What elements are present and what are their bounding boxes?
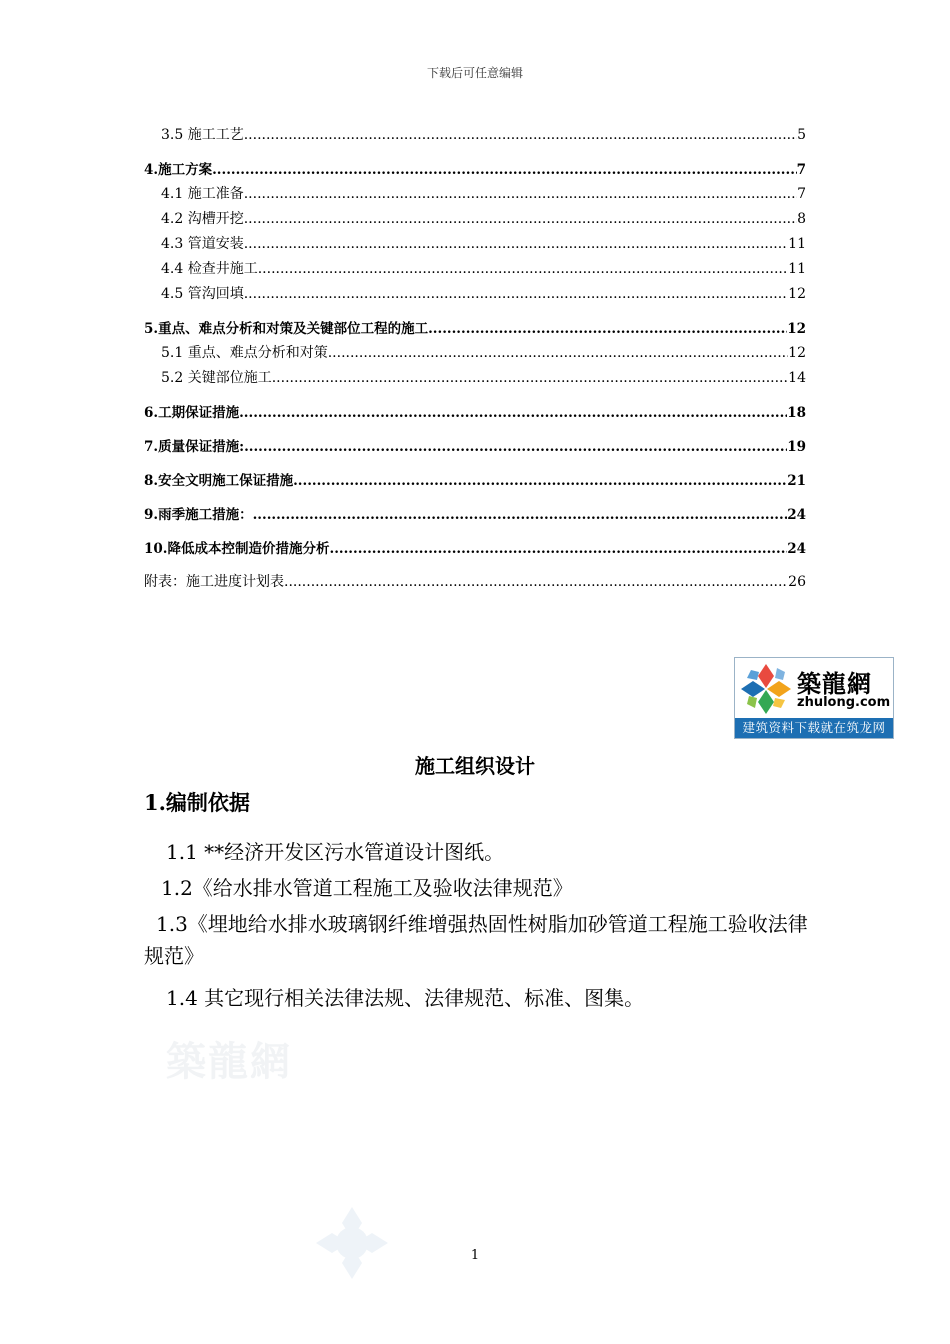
logo-domain: zhulong.com bbox=[797, 695, 891, 710]
toc-entry-page: 24 bbox=[787, 541, 806, 557]
toc-entry[interactable] bbox=[144, 317, 806, 342]
toc-entry-label: 8.安全文明施工保证措施 bbox=[144, 473, 294, 489]
basis-item-3: 1.3《埋地给水排水玻璃钢纤维增强热固性树脂加砂管道工程施工验收法律规范》 bbox=[144, 912, 808, 968]
toc-entry[interactable] bbox=[144, 571, 806, 596]
toc-entry-label: 9.雨季施工措施： bbox=[144, 507, 253, 523]
toc-entry-label: 4.5 管沟回填 bbox=[161, 286, 244, 302]
toc-entry[interactable] bbox=[144, 469, 806, 494]
toc-leader-dots bbox=[244, 127, 797, 143]
logo-slogan: 建筑资料下载就在筑龙网 bbox=[735, 718, 893, 738]
toc-leader-dots bbox=[244, 286, 788, 302]
toc-leader-dots bbox=[293, 473, 787, 489]
toc-leader-dots bbox=[284, 574, 788, 590]
toc-entry-page: 19 bbox=[787, 439, 806, 455]
toc-entry[interactable] bbox=[144, 124, 806, 149]
toc-entry-page: 24 bbox=[787, 507, 806, 523]
toc-leader-dots bbox=[239, 405, 787, 421]
watermark-text: 築龍網 bbox=[166, 1039, 292, 1085]
toc-entry-page: 26 bbox=[788, 574, 806, 590]
toc-entry-page: 7 bbox=[796, 162, 806, 178]
toc-entry-label: 10.降低成本控制造价措施分析 bbox=[144, 541, 330, 557]
toc-entry-label: 5.1 重点、难点分析和对策 bbox=[161, 345, 328, 361]
toc-entry-page: 21 bbox=[787, 473, 806, 489]
toc-leader-dots bbox=[244, 236, 788, 252]
toc-entry[interactable] bbox=[144, 283, 806, 308]
toc-entry[interactable] bbox=[144, 537, 806, 562]
toc-entry-label: 5.2 关键部位施工 bbox=[161, 370, 272, 386]
toc-entry-label: 6.工期保证措施 bbox=[144, 405, 240, 421]
toc-entry-page: 14 bbox=[788, 370, 806, 386]
basis-item-1: 1.1 **经济开发区污水管道设计图纸。 bbox=[166, 840, 505, 864]
toc-entry[interactable] bbox=[144, 435, 806, 460]
page-number: 1 bbox=[470, 1248, 480, 1263]
zhulong-emblem-icon bbox=[739, 662, 793, 716]
toc-entry-label: 4.3 管道安装 bbox=[161, 236, 244, 252]
toc-entry-page: 18 bbox=[787, 405, 806, 421]
toc-entry[interactable] bbox=[144, 342, 806, 367]
toc-leader-dots bbox=[272, 370, 788, 386]
basis-item-2: 1.2《给水排水管道工程施工及验收法律规范》 bbox=[161, 876, 573, 900]
toc-leader-dots bbox=[330, 541, 788, 557]
toc-leader-dots bbox=[253, 507, 788, 523]
toc-entry-label: 4.1 施工准备 bbox=[161, 186, 244, 202]
toc-entry-page: 11 bbox=[788, 261, 806, 277]
toc-entry[interactable] bbox=[144, 158, 806, 183]
toc-leader-dots bbox=[328, 345, 788, 361]
basis-item-4: 1.4 其它现行相关法律法规、法律规范、标准、图集。 bbox=[166, 986, 645, 1010]
toc-leader-dots bbox=[244, 186, 797, 202]
toc-leader-dots bbox=[212, 162, 797, 178]
toc-entry-page: 5 bbox=[797, 127, 806, 143]
toc-entry[interactable] bbox=[144, 258, 806, 283]
toc-entry-page: 11 bbox=[788, 236, 806, 252]
toc-entry-label: 3.5 施工工艺 bbox=[161, 127, 244, 143]
zhulong-logo bbox=[734, 657, 894, 739]
toc-leader-dots bbox=[244, 439, 787, 455]
toc-entry-label: 7.质量保证措施: bbox=[144, 439, 245, 455]
toc-entry[interactable] bbox=[144, 233, 806, 258]
logo-chinese-name: 築龍網 bbox=[797, 670, 872, 698]
toc-entry-page: 12 bbox=[787, 321, 806, 337]
toc-entry-label: 4.4 检查井施工 bbox=[161, 261, 258, 277]
toc-entry-page: 7 bbox=[797, 186, 806, 202]
table-of-contents bbox=[144, 124, 806, 596]
toc-entry-page: 12 bbox=[788, 286, 806, 302]
toc-entry[interactable] bbox=[144, 401, 806, 426]
toc-entry-page: 12 bbox=[788, 345, 806, 361]
toc-entry[interactable] bbox=[144, 503, 806, 528]
toc-entry-label: 附表：施工进度计划表 bbox=[144, 574, 284, 590]
toc-entry-label: 5.重点、难点分析和对策及关键部位工程的施工 bbox=[144, 321, 429, 337]
toc-entry[interactable] bbox=[144, 208, 806, 233]
toc-entry[interactable] bbox=[144, 367, 806, 392]
toc-entry-label: 4.2 沟槽开挖 bbox=[161, 211, 244, 227]
toc-leader-dots bbox=[258, 261, 788, 277]
header-note: 下载后可任意编辑 bbox=[426, 66, 523, 80]
watermark-emblem-icon bbox=[312, 1203, 392, 1283]
toc-entry[interactable] bbox=[144, 183, 806, 208]
toc-leader-dots bbox=[244, 211, 797, 227]
toc-entry-label: 4.施工方案 bbox=[144, 162, 213, 178]
section-heading: 1.编制依据 bbox=[144, 790, 250, 815]
document-title: 施工组织设计 bbox=[415, 754, 535, 778]
toc-leader-dots bbox=[428, 321, 787, 337]
toc-entry-page: 8 bbox=[797, 211, 806, 227]
